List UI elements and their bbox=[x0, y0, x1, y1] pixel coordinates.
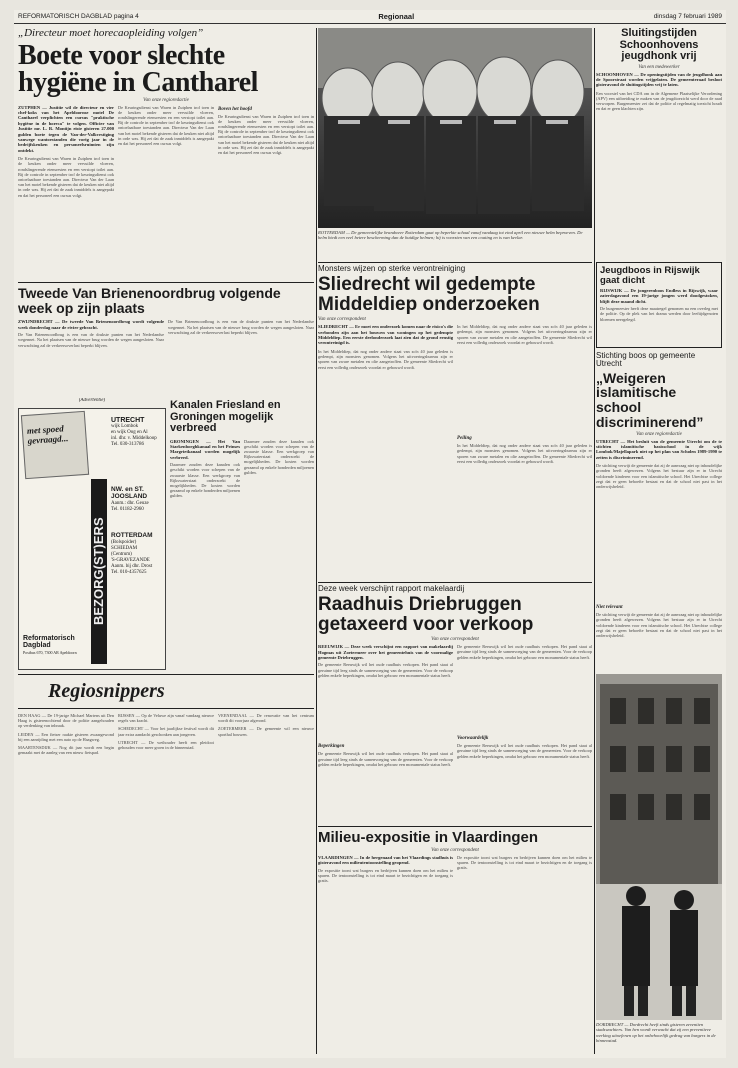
driebruggen-body-2: De gemeente Reeuwijk wil het oude raadhuis verkopen. Het pand staat al geruime tijd leeg sinds de samenvoeging van de gemeenten. Voor de verkoop gelden enkele beperkingen, omdat het gebouw een monumentale status heeft. bbox=[318, 751, 453, 767]
ad-office2-addr: Aanm.: dhr. Geuze Tel. 01182-2960 bbox=[111, 500, 149, 512]
lead-columns bbox=[18, 105, 314, 270]
utrecht-intro: UTRECHT — Het besluit van de gemeente Utrecht om de te stichten islamitische basisschool in de wijk Lombok/Majellapark niet op het plan van Scholen 1989-1990 te zetten is discriminerend. bbox=[596, 438, 722, 460]
lead-subhead: Boven het hoofd bbox=[218, 106, 252, 112]
lead-story bbox=[18, 28, 314, 278]
stadswachters-caption: DORDRECHT — Dordrecht heeft sinds gisteren zeventien stadswachters. Van hen wordt verwacht dat zij een preventieve werking uitoefenen op het onbehoorlijk gedrag van burgers in de binnenstad. bbox=[596, 1022, 716, 1044]
sluiting-story bbox=[596, 28, 722, 260]
sluiting-byline: Van een medewerker bbox=[638, 64, 680, 70]
jeugd-body: De burgemeester heeft deze maatregel genomen na een overleg met de politie. Op de plek van het drama werden door leeftijdgenoten bloemen neergelegd. bbox=[600, 306, 718, 322]
sliedrecht-byline: Van onze correspondent bbox=[318, 317, 366, 323]
regio-item: VEENENDAAL — De renovatie van het centrum wordt dit voorjaar afgerond. bbox=[218, 713, 314, 724]
driebruggen-columns bbox=[318, 644, 592, 813]
lead-kicker: „Directeur moet horecaopleiding volgen” bbox=[18, 28, 204, 39]
lead-body-2: De Keuringsdienst van Waren in Zutphen trof toen in de keuken onder meer vervuilde vloeren, rondslingerende etensresten en een verstopt toilet aan. Bij de controle in september trof de keuringsdienst ook ontoelaatbare toestanden aan. Directeur Van der Laan van het motel bekende gisteren dat de keuken niet altijd in orde was. Hij zei dat de zaak inmiddels is aangepakt en dat het personeel een cursus volgt. bbox=[118, 104, 214, 146]
regio-item: DEN HAAG — De 19-jarige Michael Martens uit Den Haag is gisterenochtend door de politie aangehouden op verdenking van inbraak. bbox=[18, 713, 114, 729]
ad-office1-addr: wijk Lombok en wijk Oog en Al inl. dhr. v. Middelkoop Tel. 030-313786 bbox=[111, 424, 157, 448]
page-header bbox=[14, 10, 726, 24]
driebruggen-byline: Van onze correspondent bbox=[431, 637, 479, 643]
driebruggen-body-4: De gemeente Reeuwijk wil het oude raadhuis verkopen. Het pand staat al geruime tijd leeg sinds de samenvoeging van de gemeenten. Voor de verkoop gelden enkele beperkingen, omdat het gebouw een monumentale status heeft. bbox=[457, 743, 592, 759]
ad-brand bbox=[23, 635, 89, 655]
helmets-illustration bbox=[318, 28, 592, 228]
milieu-body-2: De expositie toont wat burgers en bedrijven kunnen doen om het milieu te sparen. De tentoonstelling is tot eind maart te bezichtigen en de toegang is gratis. bbox=[457, 854, 592, 871]
divider bbox=[18, 282, 314, 283]
milieu-columns bbox=[318, 855, 592, 1025]
ad-office-2 bbox=[111, 487, 165, 513]
regio-item: UTRECHT — De wethouder heeft een pleidooi gehouden voor meer groen in de binnenstad. bbox=[118, 739, 214, 751]
utrecht-subhead: Niet relevant bbox=[596, 605, 623, 611]
ad-office1-name: UTRECHT bbox=[111, 417, 145, 424]
sliedrecht-story bbox=[318, 262, 592, 578]
kanalen-title: Kanalen Friesland en Groningen mogelijk verbreed bbox=[170, 400, 281, 435]
helmets-photo bbox=[318, 28, 592, 228]
sliedrecht-body-1: In het Middeldiep, dat nog onder andere staat van zo'n 40 jaar geleden is gedempt, zijn monsters genomen. Volgens het uitvoeringsbureau zijn er sporen van zware metalen en olie aangetroffen. De gemeente Sliedrecht wil eerst een volledig onderzoek voordat er gebouwd wordt. bbox=[318, 348, 453, 370]
milieu-byline: Van onze correspondent bbox=[431, 847, 479, 853]
driebruggen-title: Raadhuis Driebruggen getaxeerd voor verkoop bbox=[318, 594, 534, 636]
regiosnippers bbox=[18, 674, 314, 1054]
sliedrecht-columns bbox=[318, 324, 592, 553]
kanalen-body-1: Daarmee zouden deze kanalen ook geschikt worden voor schepen van de zwaarste klasse. Een werkgroep van Rijkswaterstaat onderzoekt de mogelijkheden. De kosten worden geraamd op enkele honderden miljoenen gulden. bbox=[170, 462, 240, 499]
kanalen-body-2: Daarmee zouden deze kanalen ook geschikt worden voor schepen van de zwaarste klasse. Een werkgroep van Rijkswaterstaat onderzoekt de mogelijkheden. De kosten worden geraamd op enkele honderden miljoenen gulden. bbox=[244, 438, 314, 475]
header-left: REFORMATORISCH DAGBLAD pagina 4 bbox=[18, 13, 139, 20]
sliedrecht-body-3: In het Middeldiep, dat nog onder andere staat van zo'n 40 jaar geleden is gedempt, zijn monsters genomen. Volgens het uitvoeringsbureau zijn er sporen van zware metalen en olie aangetroffen. De gemeente Sliedrecht wil eerst een volledig onderzoek voordat er gebouwd wordt. bbox=[457, 443, 592, 464]
ad-vertical-banner: BEZORG(ST)ERS bbox=[91, 479, 107, 664]
ad-office3-addr: (Bolspoider) SCHIEDAM (Centrum) 'S-GRAVEZANDE Aanm. bij dhr. Drost Tel. 010-4357625 bbox=[111, 539, 153, 575]
regio-item: MAARTENSDIJK — Nog dit jaar wordt een begin gemaakt met de aanleg van een nieuw fietspad. bbox=[18, 745, 114, 756]
sluiting-body: Een voorstel van het CDA om in de Algemene Plaatselijke Verordening (APV) een uitbreiding te maken van de jeugdtoezicht werd door de raad verworpen. Burgemeester zei dat de politie al regelmatig toezicht houdt en dat er geen klachten zijn. bbox=[596, 90, 722, 112]
utrecht-body-2: De stichting verwijt de gemeente dat zij de aanvraag niet op inhoudelijke gronden heeft afgewezen. Volgens het bestuur zijn er in Utrecht voldoende kinderen voor een islamitische school. Het Utrechtse college zegt dat er geen behoefte bestaat en dat de school niet past in het onderwijsbeleid. bbox=[596, 612, 722, 638]
driebruggen-subhead-2: Voorwaardelijk bbox=[457, 736, 489, 742]
driebruggen-body-1: De gemeente Reeuwijk wil het oude raadhuis verkopen. Het pand staat al geruime tijd leeg sinds de samenvoeging van de gemeenten. Voor de verkoop gelden enkele beperkingen, omdat het gebouw een monumentale status heeft. bbox=[318, 662, 453, 678]
ad-office3-name: ROTTERDAM bbox=[111, 532, 153, 539]
milieu-intro: VLAARDINGEN — In de hergenaad van het Vlaardings stadhuis is gisteravond een milieutentoonstelling geopend. bbox=[318, 854, 453, 866]
milieu-title: Milieu-expositie in Vlaardingen bbox=[318, 829, 539, 846]
ad-slogan: met spoed gevraagd... bbox=[26, 423, 69, 446]
helmets-caption: ROTTERDAM — De gemeentelijke brandweer Rotterdam gaat op beperkte schaal vanaf vandaag tot eind april een nieuwe helm beproeven. De helm biedt een veel betere bescherming dan de huidige helmen; hij is voorzien van een coating en is van kevlar. bbox=[318, 230, 583, 241]
milieu-body-1: De expositie toont wat burgers en bedrijven kunnen doen om het milieu te sparen. De tentoonstelling is tot eind maart te bezichtigen en de toegang is gratis. bbox=[318, 867, 453, 883]
kanalen-story bbox=[170, 400, 314, 670]
jeugd-story bbox=[596, 262, 722, 348]
sliedrecht-subhead: Peiling bbox=[457, 436, 472, 442]
utrecht-byline: Van onze regioredactie bbox=[636, 431, 682, 437]
ad-office2-name: NW. en ST. JOOSLAND bbox=[111, 486, 148, 500]
ad-photo bbox=[21, 411, 89, 479]
header-section: Regionaal bbox=[378, 12, 415, 21]
sliedrecht-body-2: In het Middeldiep, dat nog onder andere staat van zo'n 40 jaar geleden is gedempt, zijn monsters genomen. Volgens het uitvoeringsbureau zijn er sporen van zware metalen en olie aangetroffen. De gemeente Sliedrecht wil eerst een volledig onderzoek voordat er gebouwd wordt. bbox=[457, 324, 592, 345]
utrecht-title: „Weigeren islamitische school discriminerend” bbox=[596, 369, 704, 430]
brienen-body-1: De Van Brienenoordbrug is een van de drukste punten van het Nederlandse wegennet. Na het plaatsen van de nieuwe brug worden de wegen aangesloten. Naar verwachting zal de verkeersoverlast beperkt blijven. bbox=[18, 332, 164, 348]
driebruggen-kicker: Deze week verschijnt rapport makelaardij bbox=[318, 584, 465, 593]
newspaper-page bbox=[14, 10, 726, 1058]
lead-byline: Van onze regioredactie bbox=[143, 97, 189, 103]
regio-item: SCHEDECHT — Voor het jaarlijkse festival wordt dit jaar extra aandacht geschonken aan jongeren. bbox=[118, 726, 214, 737]
header-date: dinsdag 7 februari 1989 bbox=[653, 13, 722, 20]
jeugd-intro: RIJSWIJK — De jongerenboos Endless in Rijswijk, waar zaterdagavond een 19-jarige jongen werd doodgestoken, blijft deze maand dicht. bbox=[600, 287, 718, 304]
sliedrecht-intro: SLIEDRECHT — Er moet een onderzoek komen naar de risico's die verbonden zijn aan het bouwen van woningen op het gedempte Middeldiep. Een eerste deelonderzoek laat zien dat de grond ernstig verontreinigd is. bbox=[318, 324, 453, 346]
brienen-story bbox=[18, 286, 314, 396]
regio-title: Regiosnippers bbox=[18, 675, 314, 709]
utrecht-story bbox=[596, 352, 722, 670]
jeugd-title: Jeugdboos in Rijswijk gaat dicht bbox=[600, 265, 700, 286]
sluiting-intro: SCHOONHOVEN — De openingstijden van de jeugdhonk aan de Spoorstraat worden vrijgelaten. De gemeenteraad besloot gisteravond de sluitingstijden vrij te laten. bbox=[596, 71, 722, 88]
milieu-story bbox=[318, 826, 592, 1054]
regio-columns bbox=[18, 713, 314, 1043]
regio-item: ZOETERMEER — De gemeente wil een nieuwe sporthal bouwen. bbox=[218, 726, 314, 737]
utrecht-body: De stichting verwijt de gemeente dat zij de aanvraag niet op inhoudelijke gronden heeft afgewezen. Volgens het bestuur zijn er in Utrecht voldoende kinderen voor een islamitische school. Het Utrechtse college zegt dat er geen behoefte bestaat en dat de school niet past in het onderwijsbeleid. bbox=[596, 463, 722, 489]
advertisement bbox=[18, 408, 166, 670]
kanalen-intro: GRONINGEN — Het Van Starkenborghkanaal en het Prinses Margrietkanaal worden mogelijk verbreed. bbox=[170, 438, 240, 460]
brienen-body-2: De Van Brienenoordbrug is een van de drukste punten van het Nederlandse wegennet. Na het plaatsen van de nieuwe brug worden de wegen aangesloten. Naar verwachting zal de verkeersoverlast beperkt blijven. bbox=[168, 319, 314, 335]
lead-title: Boete voor slechte hygiëne in Cantharel bbox=[18, 39, 258, 98]
utrecht-kicker: Stichting boos op gemeente Utrecht bbox=[596, 352, 696, 369]
brienen-title: Tweede Van Brienenoordbrug volgende week op zijn plaats bbox=[18, 286, 281, 316]
lead-intro: ZUTPHEN — Justitie wil de directeur en vier chef-koks van het Apeldoornse motel De Cantharel verplichten een cursus "praktische hygiëne in de horeca" te volgen. Officier van Justitie mr. L. R. Montijn eiste gisteren 27.000 gulden boete tegen de Van-der-Valkvestiging vanwege wantoestanden die vorig jaar in de bedrijfskeuken en personeelsruimten zijn ontdekt. bbox=[18, 104, 114, 153]
ad-office-3 bbox=[111, 533, 165, 576]
sliedrecht-kicker: Monsters wijzen op sterke verontreiniging bbox=[318, 264, 466, 273]
driebruggen-story bbox=[318, 582, 592, 822]
column-rule bbox=[594, 28, 595, 1054]
driebruggen-body-3: De gemeente Reeuwijk wil het oude raadhuis verkopen. Het pand staat al geruime tijd leeg sinds de samenvoeging van de gemeenten. Voor de verkoop gelden enkele beperkingen, omdat het gebouw een monumentale status heeft. bbox=[457, 644, 592, 660]
brienen-intro: ZWIJNDRECHT — De tweede Van Brienenoordbrug wordt volgende week donderdag naar de rivier gebracht. bbox=[18, 319, 164, 330]
sluiting-title: Sluitingstijden Schoonhovens jeugdhonk vrij bbox=[619, 28, 699, 63]
sliedrecht-title: Sliedrecht wil gedempte Middeldiep onderzoeken bbox=[318, 274, 540, 316]
driebruggen-intro: REEUWIJK — Deze week verschijnt een rapport van makelaardij Hogmas uit Zoetermeer over het gemeentehuis van de voormalige gemeente Driebruggen. bbox=[318, 644, 453, 661]
regio-item: LEIDEN — Een fietser raakte gisteren zwaargewond bij een aanrijding met een auto op de Haagweg. bbox=[18, 731, 114, 742]
column-rule bbox=[316, 28, 317, 1054]
regio-item: RIJSSEN — Op de Veluwe zijn vanaf vandaag nieuwe regels van kracht. bbox=[118, 713, 214, 724]
brienen-columns bbox=[18, 319, 314, 394]
ad-brand-name: Reformatorisch Dagblad bbox=[23, 635, 75, 650]
stadswachters-photo bbox=[596, 674, 722, 1020]
kanalen-columns bbox=[170, 439, 314, 659]
lead-body-3: De Keuringsdienst van Waren in Zutphen trof toen in de keuken onder meer vervuilde vloeren, rondslingerende etensresten en een verstopt toilet aan. Bij de controle in september trof de keuringsdienst ook ontoelaatbare toestanden aan. Directeur Van der Laan van het motel bekende gisteren dat de keuken niet altijd in orde was. Hij zei dat de zaak inmiddels is aangepakt en dat het personeel een cursus volgt. bbox=[218, 113, 314, 155]
lead-body-1: De Keuringsdienst van Waren in Zutphen trof toen in de keuken onder meer vervuilde vloeren, rondslingerende etensresten en een verstopt toilet aan. Bij de controle in september trof de keuringsdienst ook ontoelaatbare toestanden aan. Directeur Van der Laan van het motel bekende gisteren dat de keuken niet altijd in orde was. Hij zei dat de zaak inmiddels is aangepakt en dat het personeel een cursus volgt. bbox=[18, 156, 114, 198]
advert-label: (Advertentie) bbox=[78, 398, 106, 403]
stadswachters-illustration bbox=[596, 674, 722, 1020]
ad-office-1 bbox=[111, 417, 165, 448]
driebruggen-subhead-1: Beperkingen bbox=[318, 744, 345, 750]
ad-brand-sub: Postbus 670, 7300 AR Apeldoorn bbox=[23, 649, 77, 655]
